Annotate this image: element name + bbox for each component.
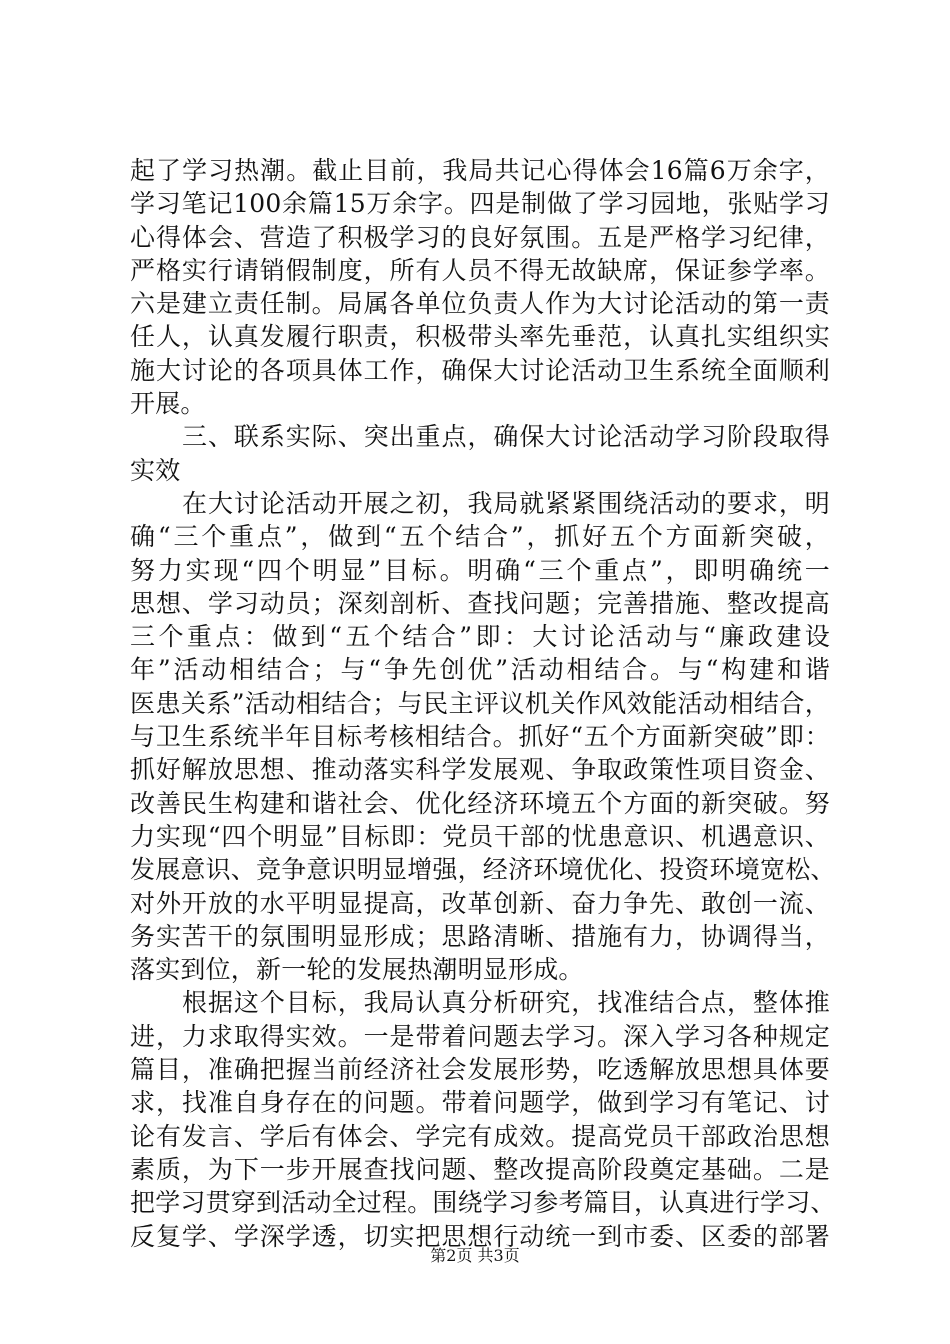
- document-body: [130, 154, 836, 1253]
- text-line: 与卫生系统半年目标考核相结合。抓好“五个方面新突破”即：: [130, 722, 830, 752]
- text-line: 起了学习热潮。截止目前，我局共记心得体会16篇6万余字，: [130, 156, 830, 185]
- text-line: 落实到位，新一轮的发展热潮明显形成。: [130, 955, 584, 985]
- text-line: 在大讨论活动开展之初，我局就紧紧围绕活动的要求，明: [182, 488, 830, 518]
- text-line: 施大讨论的各项具体工作，确保大讨论活动卫生系统全面顺利: [130, 355, 830, 385]
- text-line: 学习笔记100余篇15万余字。四是制做了学习园地，张贴学习: [130, 189, 830, 219]
- text-line: 三个重点：做到“五个结合”即：大讨论活动与“廉政建设: [130, 622, 830, 652]
- text-line: 求，找准自身存在的问题。带着问题学，做到学习有笔记、讨: [130, 1088, 830, 1118]
- text-line: 发展意识、竞争意识明显增强，经济环境优化、投资环境宽松、: [130, 855, 836, 885]
- text-line: 努力实现“四个明显”目标。明确“三个重点”，即明确统一: [130, 555, 830, 585]
- text-line: 心得体会、营造了积极学习的良好氛围。五是严格学习纪律，: [130, 222, 830, 252]
- text-line: 篇目，准确把握当前经济社会发展形势，吃透解放思想具体要: [130, 1055, 830, 1085]
- text-line: 六是建立责任制。局属各单位负责人作为大讨论活动的第一责: [130, 289, 830, 319]
- text-line: 确“三个重点”，做到“五个结合”，抓好五个方面新突破，: [130, 522, 830, 552]
- text-line: 务实苦干的氛围明显形成；思路清晰、措施有力，协调得当，: [130, 921, 830, 951]
- text-line: 力实现“四个明显”目标即：党员干部的忧患意识、机遇意识、: [130, 821, 830, 851]
- text-line: 根据这个目标，我局认真分析研究，找准结合点，整体推: [182, 988, 830, 1018]
- text-line: 抓好解放思想、推动落实科学发展观、争取政策性项目资金、: [130, 755, 830, 785]
- text-line: 论有发言、学后有体会、学完有成效。提高党员干部政治思想: [130, 1121, 830, 1151]
- text-line: 素质，为下一步开展查找问题、整改提高阶段奠定基础。二是: [130, 1154, 830, 1184]
- text-line: 任人，认真发履行职责，积极带头率先垂范，认真扎实组织实: [130, 322, 830, 352]
- text-line: 严格实行请销假制度，所有人员不得无故缺席，保证参学率。: [130, 255, 830, 285]
- text-line: 进，力求取得实效。一是带着问题去学习。深入学习各种规定: [130, 1021, 830, 1051]
- page-number-footer: 第2页 共3页: [430, 1246, 520, 1265]
- text-line: 反复学、学深学透，切实把思想行动统一到市委、区委的部署: [130, 1221, 830, 1251]
- text-line: 对外开放的水平明显提高，改革创新、奋力争先、敢创一流、: [130, 888, 830, 918]
- text-line: 年”活动相结合；与“争先创优”活动相结合。与“构建和谐: [130, 655, 830, 685]
- text-line: 把学习贯穿到活动全过程。围绕学习参考篇目，认真进行学习、: [130, 1188, 836, 1218]
- text-line: 思想、学习动员；深刻剖析、查找问题；完善措施、整改提高: [130, 588, 830, 618]
- section-heading: 三、联系实际、突出重点，确保大讨论活动学习阶段取得: [182, 422, 830, 452]
- text-line: 医患关系”活动相结合；与民主评议机关作风效能活动相结合，: [130, 688, 830, 718]
- text-line: 开展。: [130, 389, 206, 419]
- section-heading-continued: 实效: [130, 455, 181, 485]
- text-line: 改善民生构建和谐社会、优化经济环境五个方面的新突破。努: [130, 788, 830, 818]
